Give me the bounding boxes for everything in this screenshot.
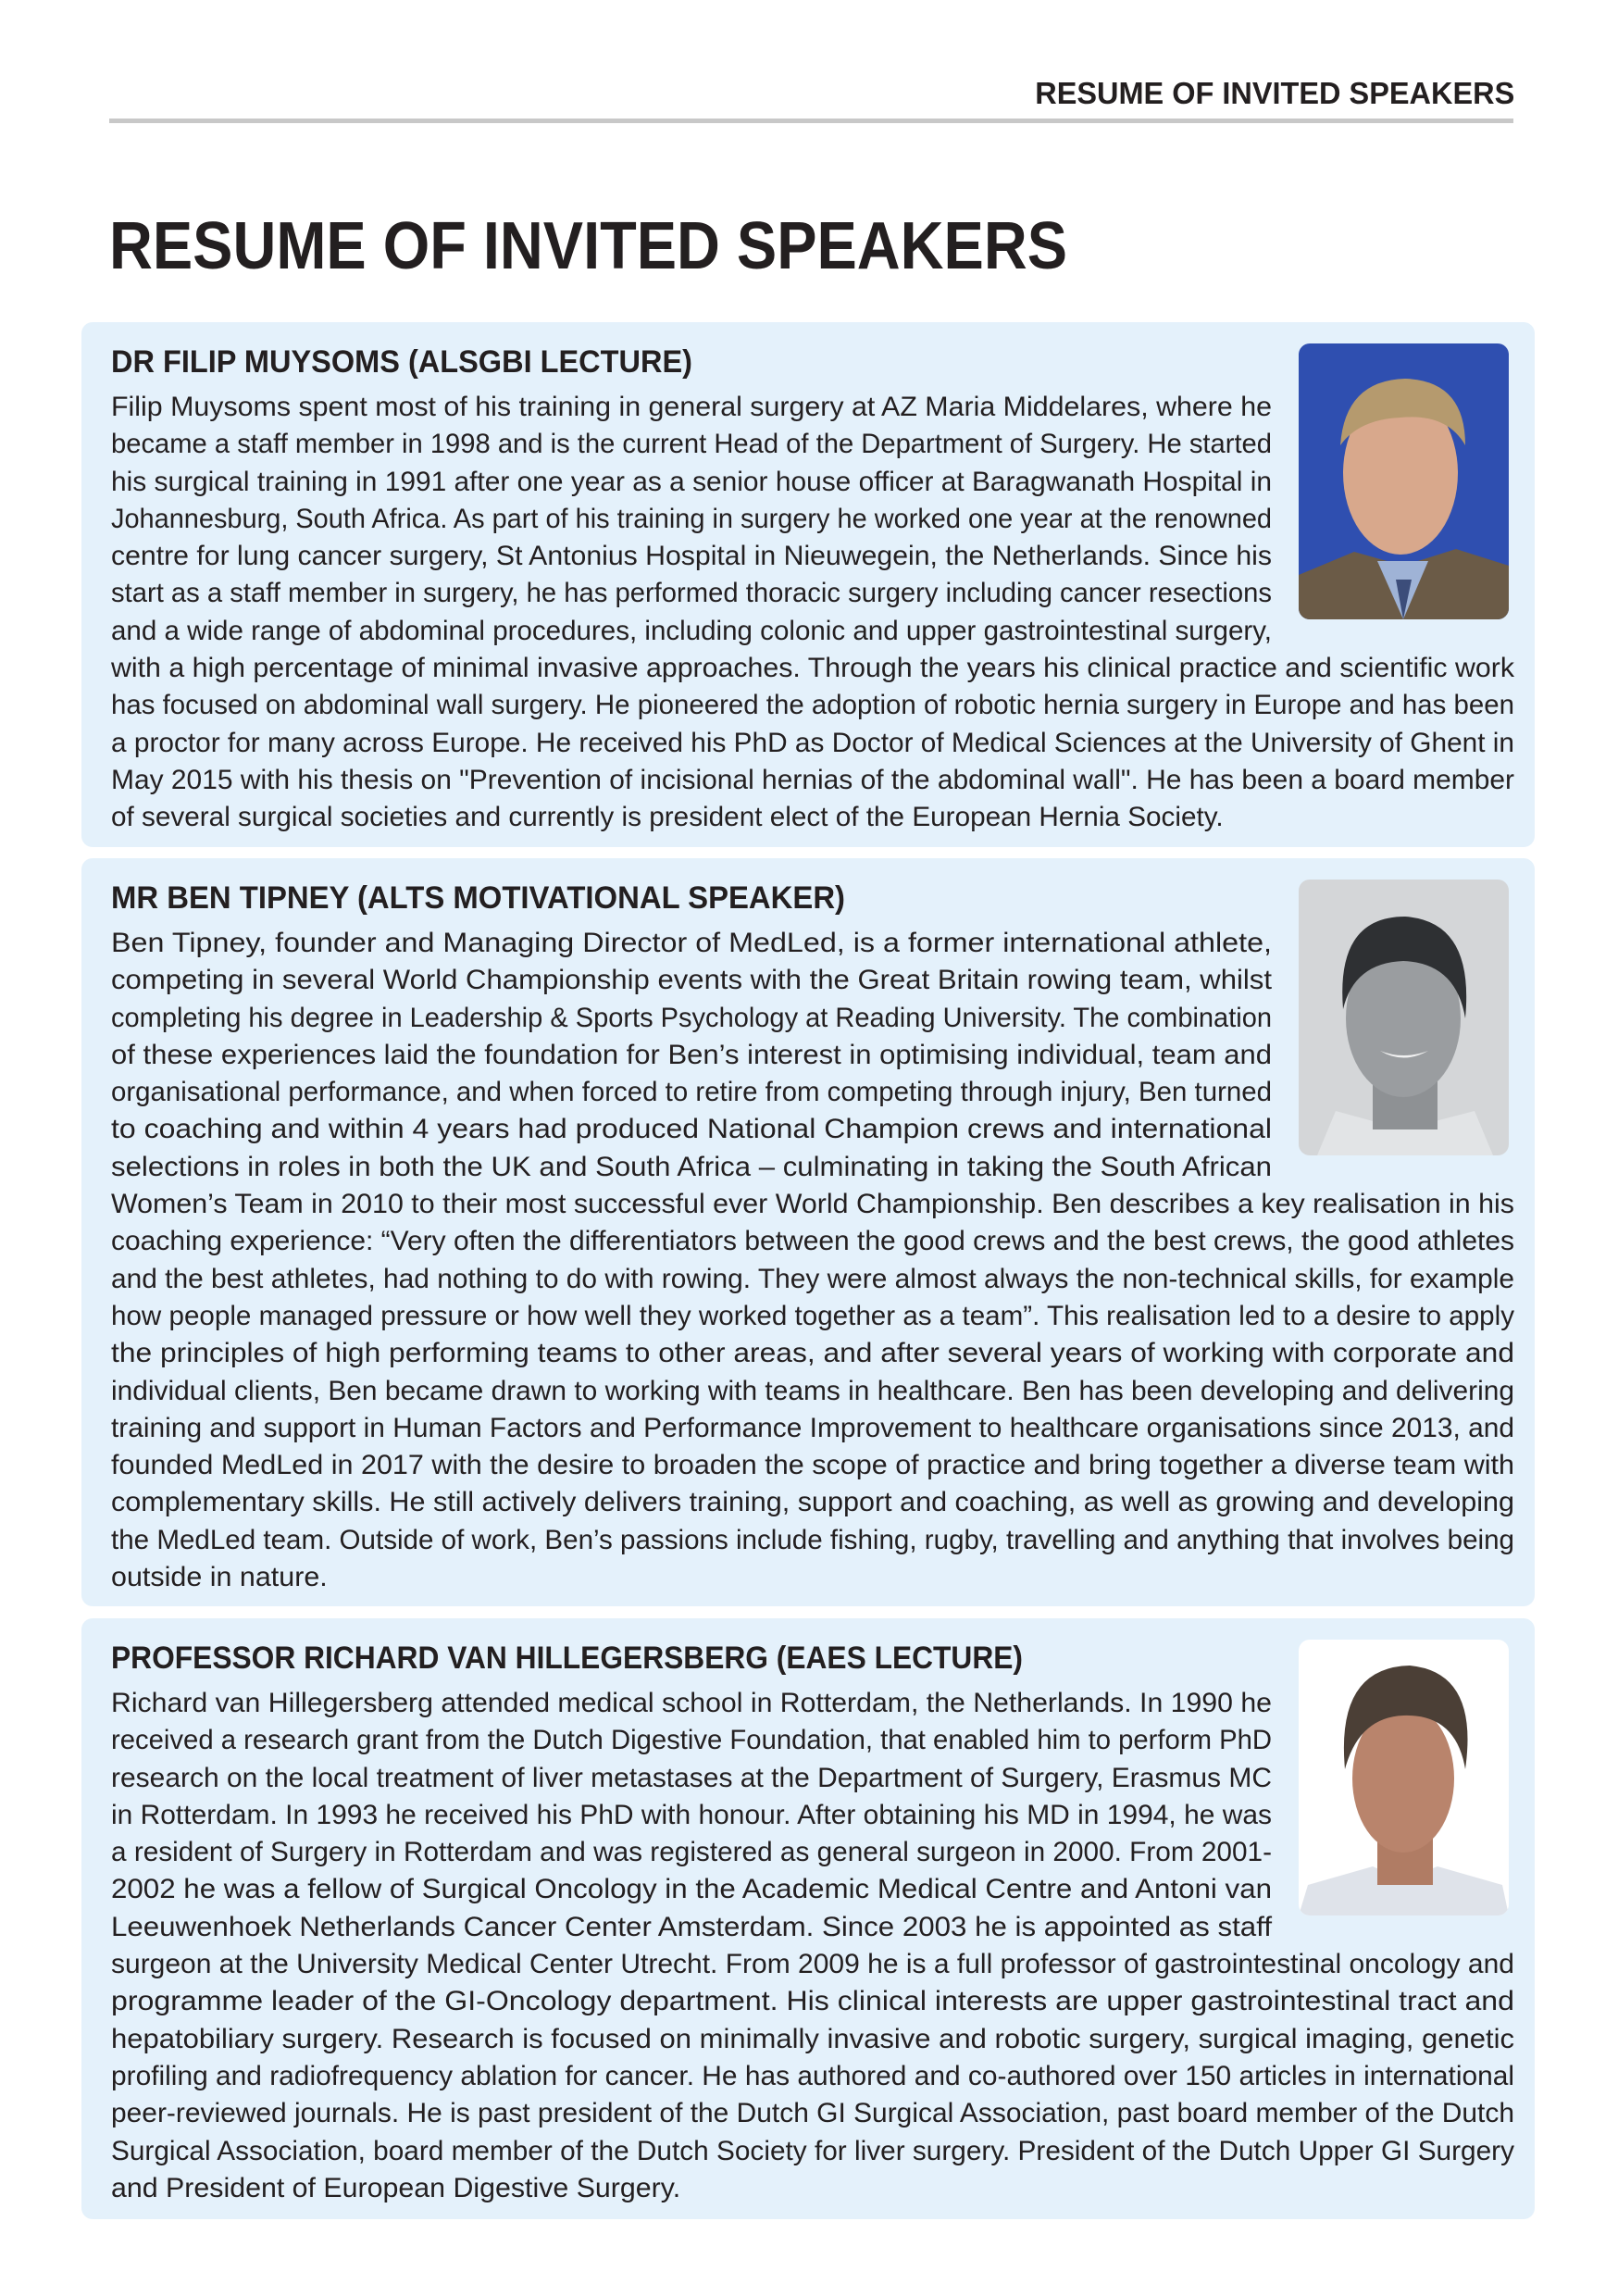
bio-line: the principles of high performing teams to other areas, and after several years of working with corporate and bbox=[111, 1338, 1514, 1369]
bio-line: in Rotterdam. In 1993 he received his PhD with honour. After obtaining his MD in 1994, he was bbox=[111, 1799, 1272, 1830]
bio-line: selections in roles in both the UK and South Africa – culminating in taking the South African bbox=[111, 1151, 1272, 1182]
bio-line: and President of European Digestive Surgery. bbox=[111, 2172, 681, 2203]
bio-line: and a wide range of abdominal procedures, including colonic and upper gastrointestinal surgery, bbox=[111, 615, 1272, 646]
bio-line: competing in several World Championship events with the Great Britain rowing team, whilst bbox=[111, 965, 1272, 996]
bio-line: to coaching and within 4 years had produced National Champion crews and international bbox=[111, 1114, 1272, 1145]
bio-line: profiling and radiofrequency ablation for cancer. He has authored and co-authored over 150 articles in international bbox=[111, 2060, 1514, 2091]
bio-line: peer-reviewed journals. He is past president of the Dutch GI Surgical Association, past board member of the Dutch bbox=[111, 2098, 1514, 2129]
bio-line: start as a staff member in surgery, he has performed thoracic surgery including cancer resections bbox=[111, 578, 1272, 609]
bio-line: research on the local treatment of liver metastases at the Department of Surgery, Erasmus MC bbox=[111, 1762, 1272, 1793]
bio-line: became a staff member in 1998 and is the current Head of the Department of Surgery. He started bbox=[111, 429, 1272, 460]
header-rule bbox=[109, 119, 1513, 123]
bio-line: with a high percentage of minimal invasive approaches. Through the years his clinical practice and scientific work bbox=[111, 653, 1514, 684]
bio-line: Richard van Hillegersberg attended medical school in Rotterdam, the Netherlands. In 1990 he bbox=[111, 1688, 1272, 1718]
bio-line: Leeuwenhoek Netherlands Cancer Center Amsterdam. Since 2003 he is appointed as staff bbox=[111, 1911, 1272, 1942]
bio-line: Surgical Association, board member of the Dutch Society for liver surgery. President of the Dutch Upper GI Surgery bbox=[111, 2135, 1514, 2166]
bio-line: of these experiences laid the foundation for Ben’s interest in optimising individual, team and bbox=[111, 1039, 1272, 1070]
bio-line: a proctor for many across Europe. He received his PhD as Doctor of Medical Sciences at the University of Ghent in bbox=[111, 727, 1514, 758]
bio-line: the MedLed team. Outside of work, Ben’s passions include fishing, rugby, travelling and anything that involves being bbox=[111, 1524, 1514, 1555]
speaker-section-tipney bbox=[81, 858, 1535, 1606]
speaker-heading: DR FILIP MUYSOMS (ALSGBI LECTURE) bbox=[111, 344, 692, 380]
running-header: RESUME OF INVITED SPEAKERS bbox=[1035, 76, 1514, 110]
bio-line: Ben Tipney, founder and Managing Director of MedLed, is a former international athlete, bbox=[111, 928, 1272, 958]
bio-line: coaching experience: “Very often the differentiators between the good crews and the best crews, the good athletes bbox=[111, 1226, 1514, 1257]
bio-line: programme leader of the GI-Oncology department. His clinical interests are upper gastrointestinal tract and bbox=[111, 1986, 1514, 2017]
bio-line: Filip Muysoms spent most of his training in general surgery at AZ Maria Middelares, where he bbox=[111, 392, 1272, 422]
bio-line: Johannesburg, South Africa. As part of his training in surgery he worked one year at the renowned bbox=[111, 503, 1272, 534]
bio-line: organisational performance, and when forced to retire from competing through injury, Ben turned bbox=[111, 1077, 1272, 1108]
bio-line: surgeon at the University Medical Center Utrecht. From 2009 he is a full professor of gastrointestinal oncology and bbox=[111, 1949, 1514, 1980]
page-title: RESUME OF INVITED SPEAKERS bbox=[109, 209, 1067, 283]
bio-line: outside in nature. bbox=[111, 1562, 328, 1593]
bio-line: May 2015 with his thesis on "Prevention of incisional hernias of the abdominal wall". He has been a board member bbox=[111, 764, 1514, 795]
speaker-bio bbox=[111, 1685, 1514, 2207]
speaker-section-muysoms bbox=[81, 322, 1535, 847]
bio-line: has focused on abdominal wall surgery. He pioneered the adoption of robotic hernia surgery in Europe and has been bbox=[111, 690, 1514, 721]
bio-line: of several surgical societies and currently is president elect of the European Hernia Society. bbox=[111, 802, 1224, 833]
bio-line: his surgical training in 1991 after one year as a senior house officer at Baragwanath Hospital in bbox=[111, 466, 1272, 497]
bio-line: hepatobiliary surgery. Research is focused on minimally invasive and robotic surgery, surgical imaging, genetic bbox=[111, 2023, 1514, 2054]
speaker-heading: MR BEN TIPNEY (ALTS MOTIVATIONAL SPEAKER) bbox=[111, 880, 845, 916]
bio-line: founded MedLed in 2017 with the desire to broaden the scope of practice and bring together a diverse team with bbox=[111, 1450, 1514, 1481]
bio-line: training and support in Human Factors and Performance Improvement to healthcare organisations since 2013, and bbox=[111, 1412, 1514, 1443]
speaker-section-van-hillegersberg bbox=[81, 1618, 1535, 2219]
bio-line: how people managed pressure or how well they worked together as a team”. This realisation led to a desire to apply bbox=[111, 1300, 1514, 1331]
bio-line: received a research grant from the Dutch Digestive Foundation, that enabled him to perform PhD bbox=[111, 1725, 1272, 1756]
bio-line: Women’s Team in 2010 to their most successful ever World Championship. Ben describes a key realisation in his bbox=[111, 1189, 1514, 1220]
bio-line: and the best athletes, had nothing to do with rowing. They were almost always the non-technical skills, for example bbox=[111, 1263, 1514, 1294]
bio-line: a resident of Surgery in Rotterdam and was registered as general surgeon in 2000. From 2001- bbox=[111, 1837, 1272, 1868]
bio-line: 2002 he was a fellow of Surgical Oncology in the Academic Medical Centre and Antoni van bbox=[111, 1874, 1272, 1905]
speaker-bio bbox=[111, 389, 1514, 837]
bio-line: individual clients, Ben became drawn to working with teams in healthcare. Ben has been developing and delivering bbox=[111, 1375, 1514, 1406]
speaker-bio bbox=[111, 925, 1514, 1596]
bio-line: completing his degree in Leadership & Sports Psychology at Reading University. The combination bbox=[111, 1002, 1272, 1033]
speaker-heading: PROFESSOR RICHARD VAN HILLEGERSBERG (EAES LECTURE) bbox=[111, 1641, 1023, 1676]
bio-line: complementary skills. He still actively delivers training, support and coaching, as well as growing and developing bbox=[111, 1487, 1514, 1518]
bio-line: centre for lung cancer surgery, St Antonius Hospital in Nieuwegein, the Netherlands. Since his bbox=[111, 541, 1272, 572]
